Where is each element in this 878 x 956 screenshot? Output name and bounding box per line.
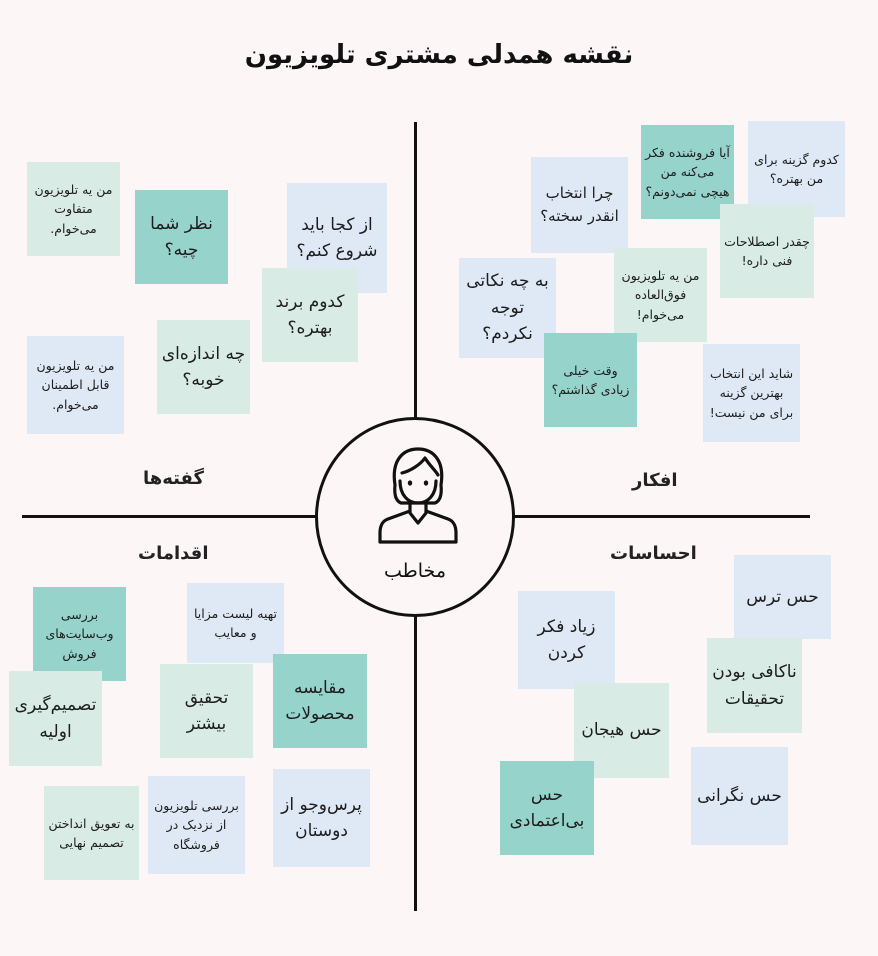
sticky-note: چرا انتخاب انقدر سخته؟	[531, 157, 628, 253]
sticky-note: بررسی وب‌سایت‌های فروش	[33, 587, 126, 681]
sticky-note: من یه تلویزیون قابل اطمینان می‌خوام.	[27, 336, 124, 434]
sticky-note: بررسی تلویزیون از نزدیک در فروشگاه	[148, 776, 245, 874]
does-label: اقدامات	[138, 543, 209, 564]
vertical-axis-top	[414, 122, 417, 419]
sticky-note: کدوم برند بهتره؟	[262, 268, 358, 362]
sticky-note: تهیه لیست مزایا و معایب	[187, 583, 284, 663]
sticky-note: چه اندازه‌ای خوبه؟	[157, 320, 250, 414]
sticky-note: حس هیجان	[574, 683, 669, 778]
sticky-note: پرس‌وجو از دوستان	[273, 769, 370, 867]
sticky-note: به تعویق انداختن تصمیم نهایی	[44, 786, 139, 880]
sticky-note: کدوم گزینه برای من بهتره؟	[748, 121, 845, 217]
page-title: نقشه همدلی مشتری تلویزیون	[244, 40, 634, 70]
sticky-note: ناکافی بودن تحقیقات	[707, 638, 802, 733]
horizontal-axis-right	[514, 515, 810, 518]
says-label: گفته‌ها	[143, 468, 204, 489]
horizontal-axis-left	[22, 515, 318, 518]
sticky-note: چقدر اصطلاحات فنی داره!	[720, 204, 814, 298]
sticky-note: آیا فروشنده فکر می‌کنه من هیچی نمی‌دونم؟	[641, 125, 734, 219]
sticky-note: از کجا باید شروع کنم؟	[287, 183, 387, 293]
feels-label: احساسات	[610, 543, 697, 564]
sticky-note: تصمیم‌گیری اولیه	[9, 671, 102, 766]
sticky-note: شاید این انتخاب بهترین گزینه برای من نیست!	[703, 344, 800, 442]
persona-label: مخاطب	[383, 560, 446, 582]
sticky-note: به چه نکاتی توجه نکردم؟	[459, 258, 556, 358]
sticky-note: نظر شما چیه؟	[135, 190, 228, 284]
sticky-note: حس نگرانی	[691, 747, 788, 845]
sticky-note: مقایسه محصولات	[273, 654, 367, 748]
sticky-note: تحقیق بیشتر	[160, 664, 253, 758]
vertical-axis-bottom	[414, 614, 417, 911]
sticky-note: حس ترس	[734, 555, 831, 639]
sticky-note: حس بی‌اعتمادی	[500, 761, 594, 855]
sticky-note: زیاد فکر کردن	[518, 591, 615, 689]
sticky-note: من یه تلویزیون متفاوت می‌خوام.	[27, 162, 120, 256]
sticky-note: من یه تلویزیون فوق‌العاده می‌خوام!	[614, 248, 707, 342]
user-icon	[376, 445, 460, 545]
sticky-note: وقت خیلی زیادی گذاشتم؟	[544, 333, 637, 427]
persona-circle	[315, 417, 515, 617]
thinks-label: افکار	[632, 470, 678, 491]
